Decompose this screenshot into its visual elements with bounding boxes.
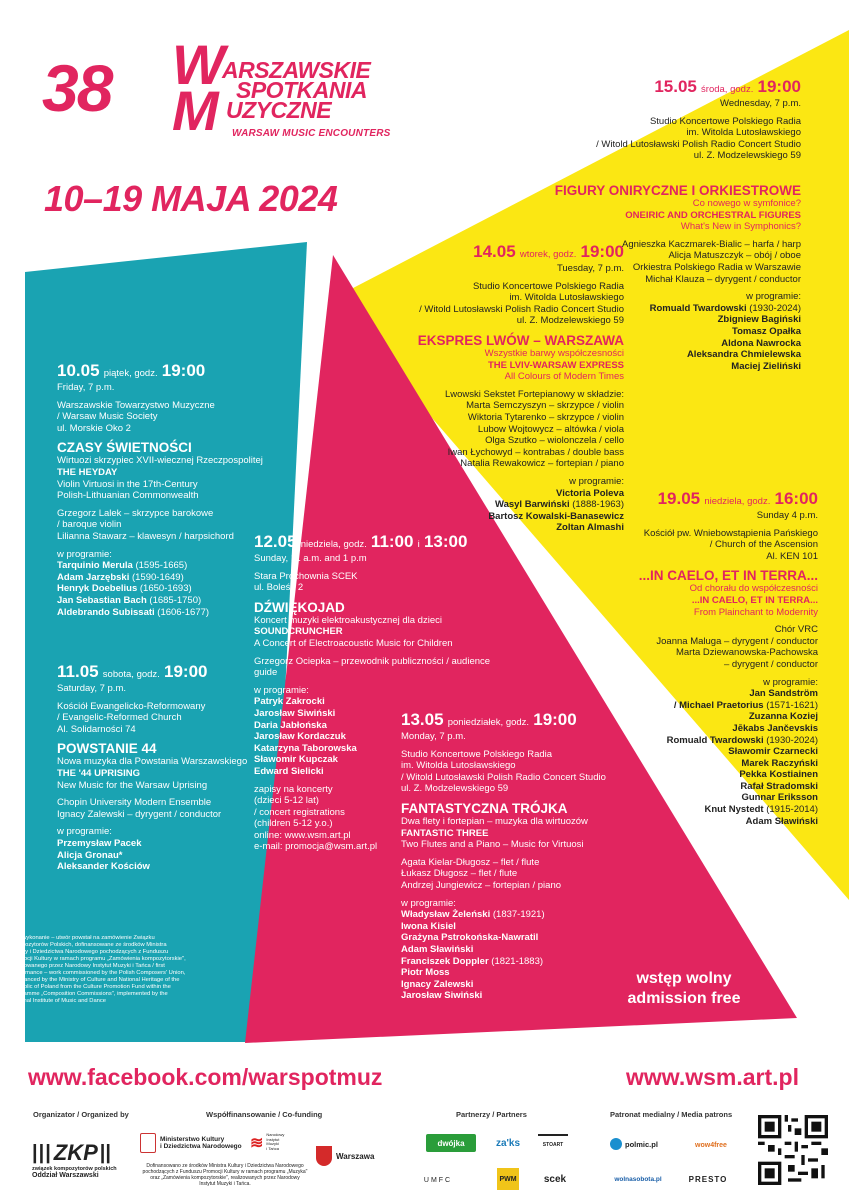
performer-line: Ignacy Zalewski – dyrygent / conductor: [57, 808, 222, 820]
program-item: Adam Sławiński: [745, 815, 818, 827]
performer-line: Chopin University Modern Ensemble: [57, 797, 212, 809]
event-title-en: THE LVIV-WARSAW EXPRESS: [487, 359, 624, 371]
event-date-line: 14.05 wtorek, godz. 19:00: [473, 242, 624, 261]
event-title-en: FANTASTIC THREE: [401, 827, 489, 839]
event-subtitle-en: From Plainchant to Modernity: [693, 606, 818, 618]
performer-line: Orkiestra Polskiego Radia w Warszawie: [632, 261, 801, 273]
program-item: Adam Sławiński: [401, 943, 474, 955]
partner-scek-logo: scek: [543, 1173, 567, 1185]
registration-line: / concert registrations: [254, 806, 345, 818]
program-item: Wasyl Barwiński (1888-1963): [494, 499, 624, 511]
program-label: w programie:: [763, 676, 818, 688]
venue-line: Warszawskie Towarzystwo Muzyczne: [57, 399, 215, 411]
media-wolnasobota-logo: wolnasobota.pl: [614, 1175, 662, 1183]
program-label: w programie:: [569, 475, 624, 487]
warszawa-name: Warszawa: [336, 1151, 375, 1161]
organizer-logo: [32, 1140, 142, 1190]
event-day-en: Sunday, 11 a.m. and 1 p.m: [254, 553, 367, 564]
media-label: Patronat medialny / Media patrons: [610, 1110, 733, 1119]
performer-line: Lwowski Sekstet Fortepianowy w składzie:: [445, 388, 624, 400]
performer-line: Andrzej Jungiewicz – fortepian / piano: [401, 879, 562, 891]
program-item: Maciej Zieliński: [731, 360, 801, 372]
zkp-bars-icon: |||: [32, 1141, 52, 1164]
program-item: Romuald Twardowski (1930-2024): [649, 302, 801, 314]
event-date-line: 13.05 poniedziałek, godz. 19:00: [401, 710, 577, 729]
program-item: Rafał Stradomski: [740, 780, 818, 792]
program-item: Jan Sandström: [749, 688, 818, 700]
program-item: Victoria Poleva: [556, 487, 624, 499]
partner-zaiks-logo: za'ks: [495, 1137, 521, 1149]
partner-umfc-logo: UMFC: [423, 1176, 453, 1184]
venue-line: / Church of the Ascension: [709, 539, 818, 551]
event-day-en: Wednesday, 7 p.m.: [720, 98, 801, 109]
footnote: * prawykonanie – utwór powstał na zamówienie Związku Kompozytorów Polskich, dofinansowane ze środków Ministra Kultury i Dziedzictwa Narodowego pochodzących z Funduszu Promocji Kultury w ramach programu „Zamówienia kompozytorskie", realizowanego przez Narodowy Instytut Muzyki i Tańca / first performance – work commissioned by the Polish Composers' Union, co-financed by the Ministry of Culture and National Heritage of the Republic of Poland from the Culture Promotion Fund within the programme „Composition Commissions", implemented by the National Institute of Music and Dance: [10, 935, 186, 1004]
program-item: Ignacy Zalewski: [401, 978, 474, 990]
polmic-circle-icon: [610, 1138, 622, 1150]
performer-line: / baroque violin: [57, 519, 122, 531]
event-1105: [57, 663, 267, 873]
program-item: Tomasz Opałka: [732, 325, 801, 337]
program-item: Bartosz Kowalski-Banasewicz: [488, 510, 624, 522]
event-1505-details: [520, 183, 801, 372]
venue-line: ul. Morskie Oko 2: [57, 422, 131, 434]
event-subtitle: Koncert muzyki elektroakustycznej dla dzieci: [254, 614, 442, 626]
event-date-line: 10.05 piątek, godz. 19:00: [57, 361, 206, 380]
event-subtitle: Dwa flety i fortepian – muzyka dla wirtuozów: [401, 815, 588, 827]
partner-pwm-logo: PWM: [497, 1168, 519, 1190]
venue-line: ul. Z. Modzelewskiego 59: [401, 783, 509, 795]
program-item: Zuzanna Koziej: [748, 711, 818, 723]
performer-line: Chór VRC: [774, 624, 818, 636]
venue-line: / Evangelic-Reformed Church: [57, 712, 182, 724]
event-title: ...IN CAELO, ET IN TERRA...: [638, 568, 818, 584]
program-item: Zbigniew Bagiński: [717, 314, 801, 326]
event-subtitle: Od chorału do współczesności: [689, 583, 818, 595]
event-subtitle-en: All Colours of Modern Times: [504, 371, 624, 383]
partner-dwojka-logo: dwójka: [426, 1134, 476, 1152]
event-day-en: Saturday, 7 p.m.: [57, 683, 126, 694]
event-date-line: 19.05 niedziela, godz. 16:00: [657, 489, 818, 508]
zkp-sub1: związek kompozytorów polskich: [32, 1166, 117, 1172]
logo-letter-m: M: [172, 79, 219, 142]
partners-label: Partnerzy / Partners: [456, 1110, 527, 1119]
program-item: Henryk Doebelius (1650-1693): [57, 583, 192, 595]
performer-line: Michał Klauza – dyrygent / conductor: [645, 273, 801, 285]
event-day-en: Friday, 7 p.m.: [57, 382, 115, 393]
program-item: Aleksandra Chmielewska: [686, 349, 801, 361]
venue-line: ul. Z. Modzelewskiego 59: [693, 150, 801, 162]
event-subtitle: Co nowego w symfonice?: [692, 198, 801, 209]
event-day-en: Sunday 4 p.m.: [756, 510, 818, 521]
program-item: Edward Sielicki: [254, 765, 324, 777]
program-label: w programie:: [57, 826, 112, 838]
organizer-label: Organizator / Organized by: [33, 1110, 129, 1119]
program-item: Knut Nystedt (1915-2014): [704, 804, 818, 816]
event-1905: [560, 490, 818, 827]
event-title-en: THE HEYDAY: [57, 466, 118, 478]
event-title-en: THE '44 UPRISING: [57, 767, 141, 779]
venue-line: Kościół Ewangelicko-Reformowany: [57, 700, 206, 712]
venue-line: Studio Koncertowe Polskiego Radia: [401, 748, 553, 760]
registration-line: (dzieci 5-12 lat): [254, 795, 319, 807]
polmic-name: polmic.pl: [625, 1139, 658, 1149]
registration-line: (children 5-12 y.o.): [254, 818, 333, 830]
performer-line: Olga Szutko – wiolonczela / cello: [485, 435, 624, 447]
program-item: Sławomir Czarnecki: [728, 746, 818, 758]
venue-line: im. Witolda Lutosławskiego: [401, 760, 516, 772]
logo-line-1: ARSZAWSKIE: [222, 57, 371, 83]
program-item: Tarquinio Merula (1595-1665): [57, 560, 188, 572]
event-subtitle-en: Two Flutes and a Piano – Music for Virtuosi: [401, 839, 584, 851]
registration-link[interactable]: online: www.wsm.art.pl: [254, 829, 351, 841]
program-item: Jan Sebastian Bach (1685-1750): [57, 594, 202, 606]
nimit-line: Muzyki: [266, 1141, 279, 1146]
venue-line: im. Witolda Lutosławskiego: [686, 127, 801, 139]
nimit-line: i Tańca: [266, 1145, 280, 1151]
performer-line: Marta Dziewanowska-Pachowska: [675, 647, 818, 659]
performer-line: Wiktoria Tytarenko – skrzypce / violin: [467, 411, 624, 423]
venue-line: Studio Koncertowe Polskiego Radia: [649, 115, 801, 127]
venue-line: Stara Prochownia SCEK: [254, 570, 358, 582]
logo-subtitle: WARSAW MUSIC ENCOUNTERS: [232, 128, 391, 139]
venue-line: Studio Koncertowe Polskiego Radia: [472, 280, 624, 292]
program-item: Daria Jabłońska: [254, 719, 327, 731]
program-item: Władysław Żeleński (1837-1921): [401, 909, 545, 921]
performer-line: Iwan Łychowyd – kontrabas / double bass: [447, 446, 624, 458]
program-item: Przemysław Pacek: [57, 837, 142, 849]
facebook-link[interactable]: www.facebook.com/warspotmuz: [28, 1064, 383, 1090]
event-title-en: SOUNDCRUNCHER: [254, 626, 343, 638]
performer-line: Lubow Wojtowycz – altówka / viola: [477, 423, 624, 435]
event-1505: [560, 78, 801, 162]
admission-en: admission free: [627, 990, 741, 1007]
nimit-logo: [250, 1133, 300, 1153]
zkp-logo-text: [32, 1140, 142, 1166]
program-item: Jēkabs Jančevskis: [732, 722, 818, 734]
venue-line: / Witold Lutosławski Polish Radio Concert Studio: [401, 771, 606, 783]
event-subtitle-en: Violin Virtuosi in the 17th-Century: [57, 478, 198, 490]
program-item: / Michael Praetorius (1571-1621): [673, 699, 818, 711]
warszawa-logo: [316, 1146, 374, 1166]
cofunding-label: Współfinansowanie / Co-funding: [206, 1110, 323, 1119]
program-label: w programie:: [746, 291, 801, 303]
event-day-en: Monday, 7 p.m.: [401, 731, 466, 742]
logo-line-2: SPOTKANIA: [236, 77, 367, 103]
performer-line: Alicja Matuszczyk – obój / oboe: [668, 250, 801, 262]
event-subtitle-en: A Concert of Electroacoustic Music for Children: [254, 637, 453, 649]
registration-line: zapisy na koncerty: [254, 783, 333, 795]
event-title-en: ONEIRIC AND ORCHESTRAL FIGURES: [625, 209, 801, 221]
zkp-bars-icon-right: ||: [99, 1141, 111, 1164]
program-item: Grażyna Pstrokońska-Nawratil: [401, 932, 539, 944]
program-item: Iwona Kisiel: [401, 920, 456, 932]
event-subtitle-en: Polish-Lithuanian Commonwealth: [57, 490, 199, 502]
admission-pl: wstęp wolny: [636, 970, 732, 987]
event-title: CZASY ŚWIETNOŚCI: [57, 440, 192, 456]
cofunding-note: Dofinansowano ze środków Ministra Kultury i Dziedzictwa Narodowego pochodzących z Funduszu Promocji Kultury w ramach programu „Muzyka" oraz „Zamówienia kompozytorskie", realizowanych przez Narodowy Instytut Muzyki i Tańca.: [142, 1163, 308, 1187]
nimit-line: Instytut: [266, 1136, 280, 1142]
event-title: FANTASTYCZNA TRÓJKA: [401, 800, 568, 816]
registration-email[interactable]: e-mail: promocja@wsm.art.pl: [254, 841, 378, 853]
partner-stoart-logo: STOART: [538, 1134, 568, 1154]
qr-code-icon[interactable]: [758, 1115, 828, 1185]
venue-line: im. Witolda Lutosławskiego: [509, 292, 624, 304]
program-item: Marek Raczyński: [741, 757, 818, 769]
program-item: Franciszek Doppler (1821-1883): [401, 955, 544, 967]
event-subtitle: Wszystkie barwy współczesności: [484, 347, 624, 359]
venue-line: Al. KEN 101: [766, 550, 818, 562]
event-subtitle: Wirtuozi skrzypiec XVII-wiecznej Rzeczpospolitej: [57, 455, 263, 467]
event-title-en: ...IN CAELO, ET IN TERRA...: [691, 594, 818, 606]
program-item: Alicja Gronau*: [57, 849, 123, 861]
program-item: Patryk Zakrocki: [254, 696, 325, 708]
venue-line: / Witold Lutosławski Polish Radio Concert Studio: [596, 138, 801, 150]
performer-line: – dyrygent / conductor: [724, 658, 818, 670]
performer-line: Natalia Rewakowicz – fortepian / piano: [460, 458, 624, 470]
edition-number: 38: [42, 51, 112, 125]
venue-line: ul. Z. Modzelewskiego 59: [516, 315, 624, 327]
venue-line: Kościół pw. Wniebowstąpienia Pańskiego: [643, 527, 818, 539]
logo-line-3: UZYCZNE: [226, 97, 332, 123]
performer-line: Agnieszka Kaczmarek-Bialic – harfa / harp: [622, 238, 801, 250]
media-presto-logo: PRESTO: [688, 1174, 728, 1184]
event-subtitle-en: New Music for the Warsaw Uprising: [57, 779, 208, 791]
zkp-name: ZKP: [53, 1140, 98, 1165]
event-day-en: Tuesday, 7 p.m.: [556, 263, 624, 274]
warszawa-crest-icon: [316, 1146, 332, 1166]
program-item: Aldebrando Subissati (1606-1677): [57, 606, 210, 618]
program-item: Jarosław Kordaczuk: [254, 731, 346, 743]
program-item: Romuald Twardowski (1930-2024): [666, 734, 818, 746]
logo-letter-w: W: [172, 33, 225, 96]
event-subtitle: Nowa muzyka dla Powstania Warszawskiego: [57, 756, 248, 768]
venue-line: ul. Boleść 2: [254, 582, 304, 594]
performer-line: Grzegorz Lalek – skrzypce barokowe: [57, 507, 214, 519]
program-item: Jarosław Siwiński: [254, 707, 336, 719]
program-label: w programie:: [254, 684, 309, 696]
program-item: Adam Jarzębski (1590-1649): [57, 571, 184, 583]
performer-line: Agata Kielar-Długosz – flet / flute: [401, 856, 540, 868]
program-item: Zoltan Almashi: [556, 522, 624, 534]
website-link[interactable]: www.wsm.art.pl: [626, 1064, 799, 1090]
event-title: POWSTANIE 44: [57, 741, 157, 757]
program-item: Gunnar Eriksson: [741, 792, 818, 804]
program-item: Aleksander Kościów: [57, 861, 150, 873]
admission-free: [610, 969, 758, 1009]
event-date-line: 15.05 środa, godz. 19:00: [654, 77, 801, 96]
eagle-emblem-icon: [140, 1133, 156, 1153]
ministry-line: i Dziedzictwa Narodowego: [160, 1143, 242, 1150]
program-item: Piotr Moss: [401, 967, 450, 979]
program-item: Sławomir Kupczak: [254, 754, 338, 766]
media-polmic-logo: [610, 1136, 658, 1152]
performer-line: Joanna Maluga – dyrygent / conductor: [656, 635, 818, 647]
program-item: Pekka Kostiainen: [739, 769, 818, 781]
event-title: DŹWIĘKOJAD: [254, 599, 345, 615]
event-title: EKSPRES LWÓW – WARSZAWA: [417, 332, 624, 348]
program-label: w programie:: [57, 548, 112, 560]
venue-line: / Witold Lutosławski Polish Radio Concert Studio: [419, 303, 624, 315]
event-date-line: 11.05 sobota, godz. 19:00: [57, 662, 208, 681]
performer-line: Marta Semczyszyn – skrzypce / violin: [466, 400, 624, 412]
zkp-sub2: Oddział Warszawski: [32, 1172, 99, 1179]
venue-line: Al. Solidarności 74: [57, 723, 136, 735]
event-1005: [57, 362, 287, 618]
event-title: FIGURY ONIRYCZNE I ORKIESTROWE: [554, 183, 801, 198]
program-item: Jarosław Siwiński: [401, 990, 483, 1002]
ministry-line: Ministerstwo Kultury: [160, 1136, 225, 1143]
event-subtitle-en: What's New in Symphonics?: [680, 221, 801, 233]
performer-line: Łukasz Długosz – flet / flute: [401, 868, 518, 880]
program-label: w programie:: [401, 897, 456, 909]
event-date-line: 12.05 niedziela, godz. 11:00 i 13:00: [254, 532, 468, 551]
festival-dates: 10–19 MAJA 2024: [44, 178, 338, 219]
media-wow4free-logo: wow4free: [695, 1141, 727, 1149]
ministry-logo: [140, 1133, 250, 1153]
program-item: Aldona Nawrocka: [721, 337, 801, 349]
performer-line: Lilianna Stawarz – klawesyn / harpsichord: [57, 530, 234, 542]
venue-line: / Warsaw Music Society: [57, 411, 158, 423]
program-item: Katarzyna Taborowska: [254, 742, 357, 754]
nimit-mark-icon: ≋: [250, 1135, 264, 1152]
festival-logo: [42, 33, 462, 152]
guide-line: Grzegorz Ociepka – przewodnik publiczności / audience guide: [254, 655, 491, 679]
nimit-line: Narodowy: [266, 1132, 285, 1137]
